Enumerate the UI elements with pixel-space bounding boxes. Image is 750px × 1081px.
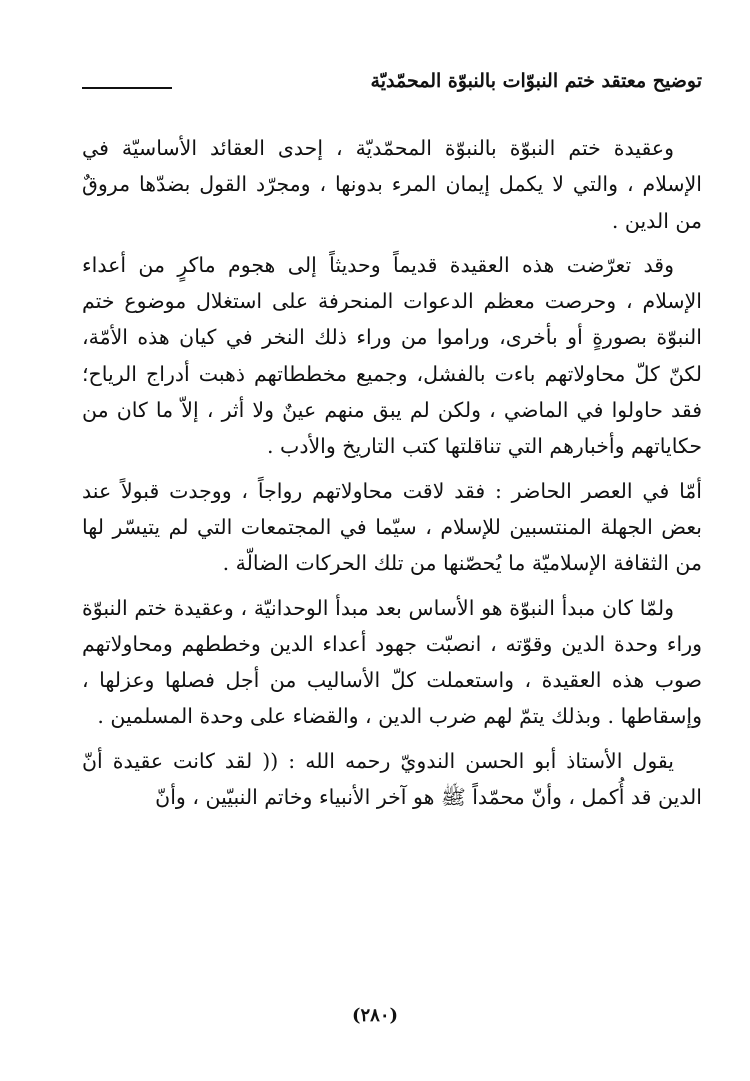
body-text <box>82 130 702 823</box>
page-number: (٢٨٠) <box>351 1005 399 1026</box>
header-rule <box>82 87 172 89</box>
paragraph-4: ولمّا كان مبدأ النبوّة هو الأساس بعد مبدأ الوحدانيّة ، وعقيدة ختم النبوّة وراء وحدة الدين وقوّته ، انصبّت جهود أعداء الدين وخططهم ومحاولاتهم صوب هذه العقيدة ، واستعملت كلّ الأساليب من أجل فصلها وعزلها ، وإسقاطها . وبذلك يتمّ لهم ضرب الدين ، والقضاء على وحدة المسلمين . <box>82 595 702 729</box>
paragraph-1: وعقيدة ختم النبوّة بالنبوّة المحمّديّة ، إحدى العقائد الأساسيّة في الإسلام ، والتي لا يكمل إيمان المرء بدونها ، ومجرّد القول بضدّها مروقٌ من الدين . <box>82 136 702 233</box>
running-header <box>82 70 702 100</box>
header-title: توضيح معتقد ختم النبوّات بالنبوّة المحمّديّة <box>370 70 702 92</box>
paragraph-2: وقد تعرّضت هذه العقيدة قديماً وحديثاً إلى هجوم ماكرٍ من أعداء الإسلام ، وحرصت معظم الدعوات المنحرفة على استغلال موضوع ختم النبوّة بصورةٍ أو بأخرى، وراموا من وراء ذلك النخر في كيان هذه الأمّة، لكنّ كلّ محاولاتهم باءت بالفشل، وجميع مخططاتهم ذهبت أدراج الرياح؛ فقد حاولوا في الماضي ، ولكن لم يبق منهم عينٌ ولا أثر ، إلاّ ما كان من حكاياتهم وأخبارهم التي تناقلتها كتب التاريخ والأدب . <box>82 252 702 459</box>
paragraph-5: يقول الأستاذ أبو الحسن الندويّ رحمه الله : (( لقد كانت عقيدة أنّ الدين قد أُكمل ، وأنّ محمّداً ﷺ هو آخر الأنبياء وخاتم النبيّين ، وأنّ <box>82 748 702 810</box>
paragraph-3: أمّا في العصر الحاضر : فقد لاقت محاولاتهم رواجاً ، ووجدت قبولاً عند بعض الجهلة المنتسبين للإسلام ، سيّما في المجتمعات التي لم يتيسّر لها من الثقافة الإسلاميّة ما يُحصّنها من تلك الحركات الضالّة . <box>82 478 702 576</box>
